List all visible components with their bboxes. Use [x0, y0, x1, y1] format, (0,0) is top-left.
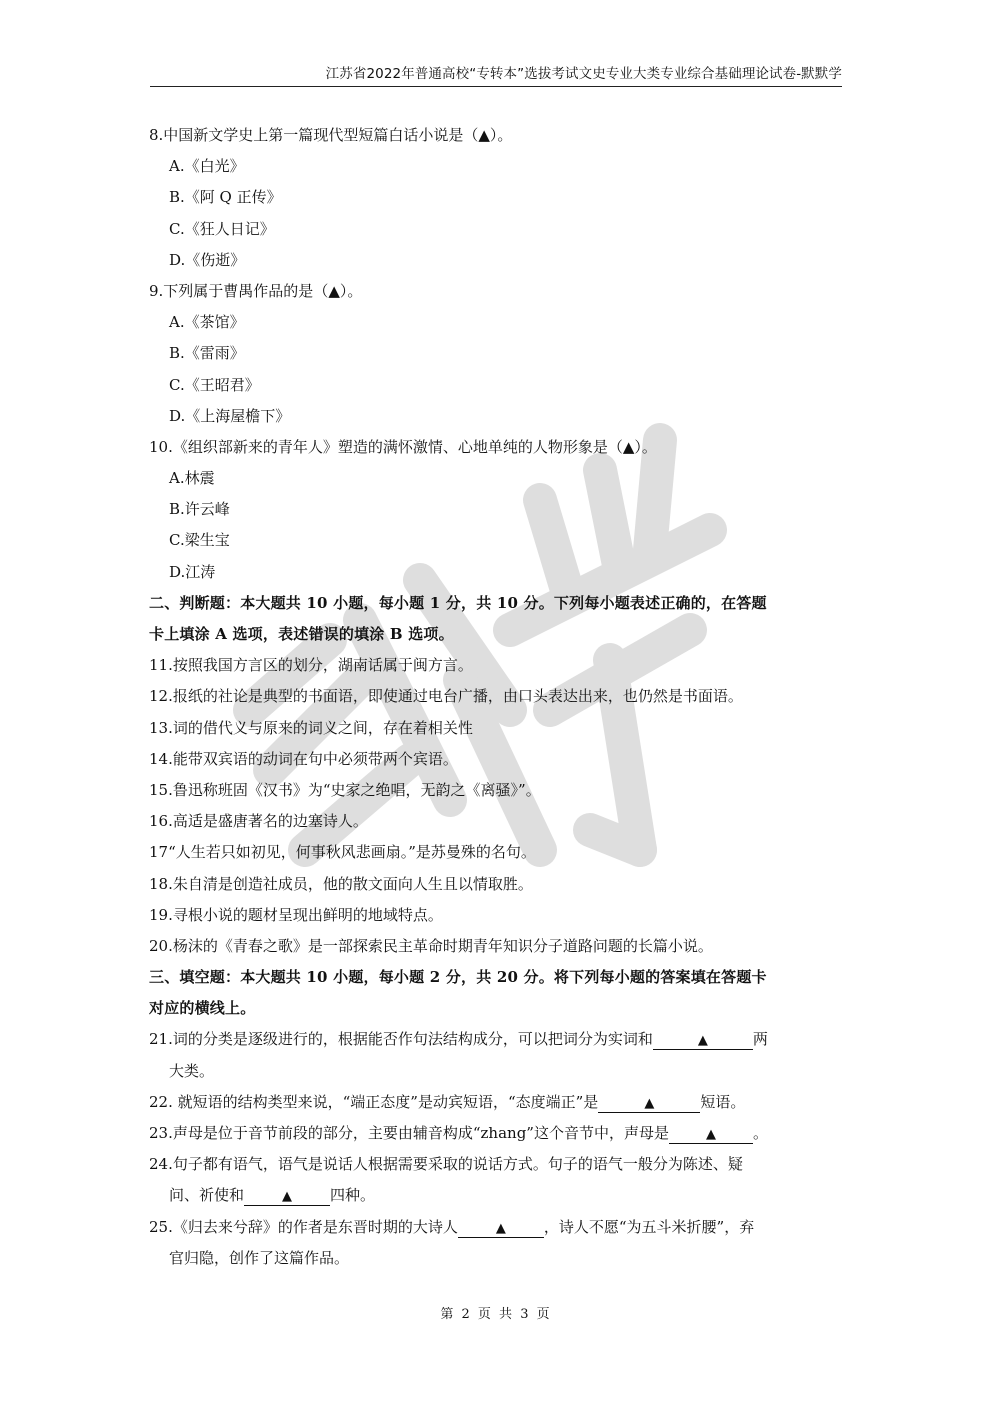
question-25 [149, 1212, 842, 1243]
question-11: 11.按照我国方言区的划分，湖南话属于闽方言。 [149, 656, 473, 675]
q8-option-b: B.《阿 Q 正传》 [169, 188, 282, 207]
q21-blank [653, 1029, 753, 1050]
question-22 [149, 1087, 842, 1118]
q9-option-d: D.《上海屋檐下》 [169, 406, 291, 425]
question-15: 15.鲁迅称班固《汉书》为“史家之绝唱，无韵之《离骚》”。 [149, 780, 541, 799]
question-20: 20.杨沫的《青春之歌》是一部探索民主革命时期青年知识分子道路问题的长篇小说。 [149, 936, 713, 955]
section-3-heading-cont: 对应的横线上。 [149, 999, 256, 1018]
question-13: 13.词的借代义与原来的词义之间，存在着相关性 [149, 718, 473, 737]
question-19: 19.寻根小说的题材呈现出鲜明的地域特点。 [149, 905, 443, 924]
page-header: 江苏省2022年普通高校“专转本”选拔考试文史专业大类专业综合基础理论试卷-默默学 [150, 62, 842, 87]
q10-option-b: B.许云峰 [169, 500, 230, 519]
q23-blank [669, 1123, 753, 1144]
q24-text-after: 四种。 [330, 1186, 376, 1205]
q21-text: 21.词的分类是逐级进行的，根据能否作句法结构成分，可以把词分为实词和 [149, 1030, 653, 1049]
section-2-heading-cont: 卡上填涂 A 选项，表述错误的填涂 B 选项。 [149, 625, 454, 643]
section-2-heading: 二、判断题：本大题共 10 小题，每小题 1 分，共 10 分。下列每小题表述正确的，在答题 [149, 593, 767, 612]
q23-text-after: 。 [752, 1124, 768, 1142]
q25-continuation: 官归隐，创作了这篇作品。 [169, 1248, 350, 1267]
q10-option-d: D.江涛 [169, 562, 216, 581]
q25-blank [458, 1217, 544, 1238]
blank-marker: ▲ [697, 1033, 708, 1049]
q24-continuation [149, 1180, 842, 1211]
question-24: 24.句子都有语气，语气是说话人根据需要采取的说话方式。句子的语气一般分为陈述、疑 [149, 1155, 743, 1174]
question-23 [149, 1118, 842, 1149]
q10-option-c: C.梁生宝 [169, 531, 230, 550]
blank-marker: ▲ [495, 1220, 506, 1236]
q21-text-after: 两 [752, 1030, 768, 1049]
q9-option-b: B.《雷雨》 [169, 344, 245, 363]
q9-option-c: C.《王昭君》 [169, 375, 260, 394]
q21-continuation: 大类。 [169, 1061, 215, 1080]
q10-option-a: A.林震 [169, 469, 215, 488]
question-9-stem: 9.下列属于曹禺作品的是（▲）。 [149, 281, 363, 300]
question-12: 12.报纸的社论是典型的书面语，即使通过电台广播，由口头表达出来，也仍然是书面语。 [149, 687, 743, 706]
page-number: 第 2 页 共 3 页 [440, 1307, 552, 1322]
exam-content [149, 120, 842, 1274]
question-18: 18.朱自清是创造社成员，他的散文面向人生且以情取胜。 [149, 874, 533, 893]
q25-text: 25.《归去来兮辞》的作者是东晋时期的大诗人 [149, 1217, 458, 1236]
q24-text: 问、祈使和 [169, 1186, 245, 1205]
q8-option-a: A.《白光》 [169, 157, 245, 176]
question-14: 14.能带双宾语的动词在句中必须带两个宾语。 [149, 749, 458, 768]
q22-blank [598, 1092, 700, 1113]
q25-text-after: ，诗人不愿“为五斗米折腰”，弃 [543, 1217, 755, 1236]
question-17: 17“人生若只如初见，何事秋风悲画扇。”是苏曼殊的名句。 [149, 843, 536, 862]
q9-option-a: A.《茶馆》 [169, 313, 245, 332]
section-3-heading: 三、填空题：本大题共 10 小题，每小题 2 分，共 20 分。将下列每小题的答案填在答题卡 [149, 968, 767, 987]
q8-option-c: C.《狂人日记》 [169, 219, 275, 238]
q8-option-d: D.《伤逝》 [169, 250, 246, 269]
question-10-stem: 10.《组织部新来的青年人》塑造的满怀激情、心地单纯的人物形象是（▲）。 [149, 437, 657, 456]
question-16: 16.高适是盛唐著名的边塞诗人。 [149, 812, 368, 831]
question-21 [149, 1024, 842, 1055]
blank-marker: ▲ [644, 1095, 655, 1111]
q23-text: 23.声母是位于音节前段的部分，主要由辅音构成“zhang”这个音节中，声母是 [149, 1124, 669, 1142]
blank-marker: ▲ [282, 1189, 293, 1205]
q22-text: 22. 就短语的结构类型来说，“端正态度”是动宾短语，“态度端正”是 [149, 1092, 599, 1111]
blank-marker: ▲ [705, 1127, 716, 1142]
question-8-stem: 8.中国新文学史上第一篇现代型短篇白话小说是（▲）。 [149, 126, 513, 144]
q24-blank [244, 1185, 330, 1206]
q22-text-after: 短语。 [700, 1092, 746, 1111]
